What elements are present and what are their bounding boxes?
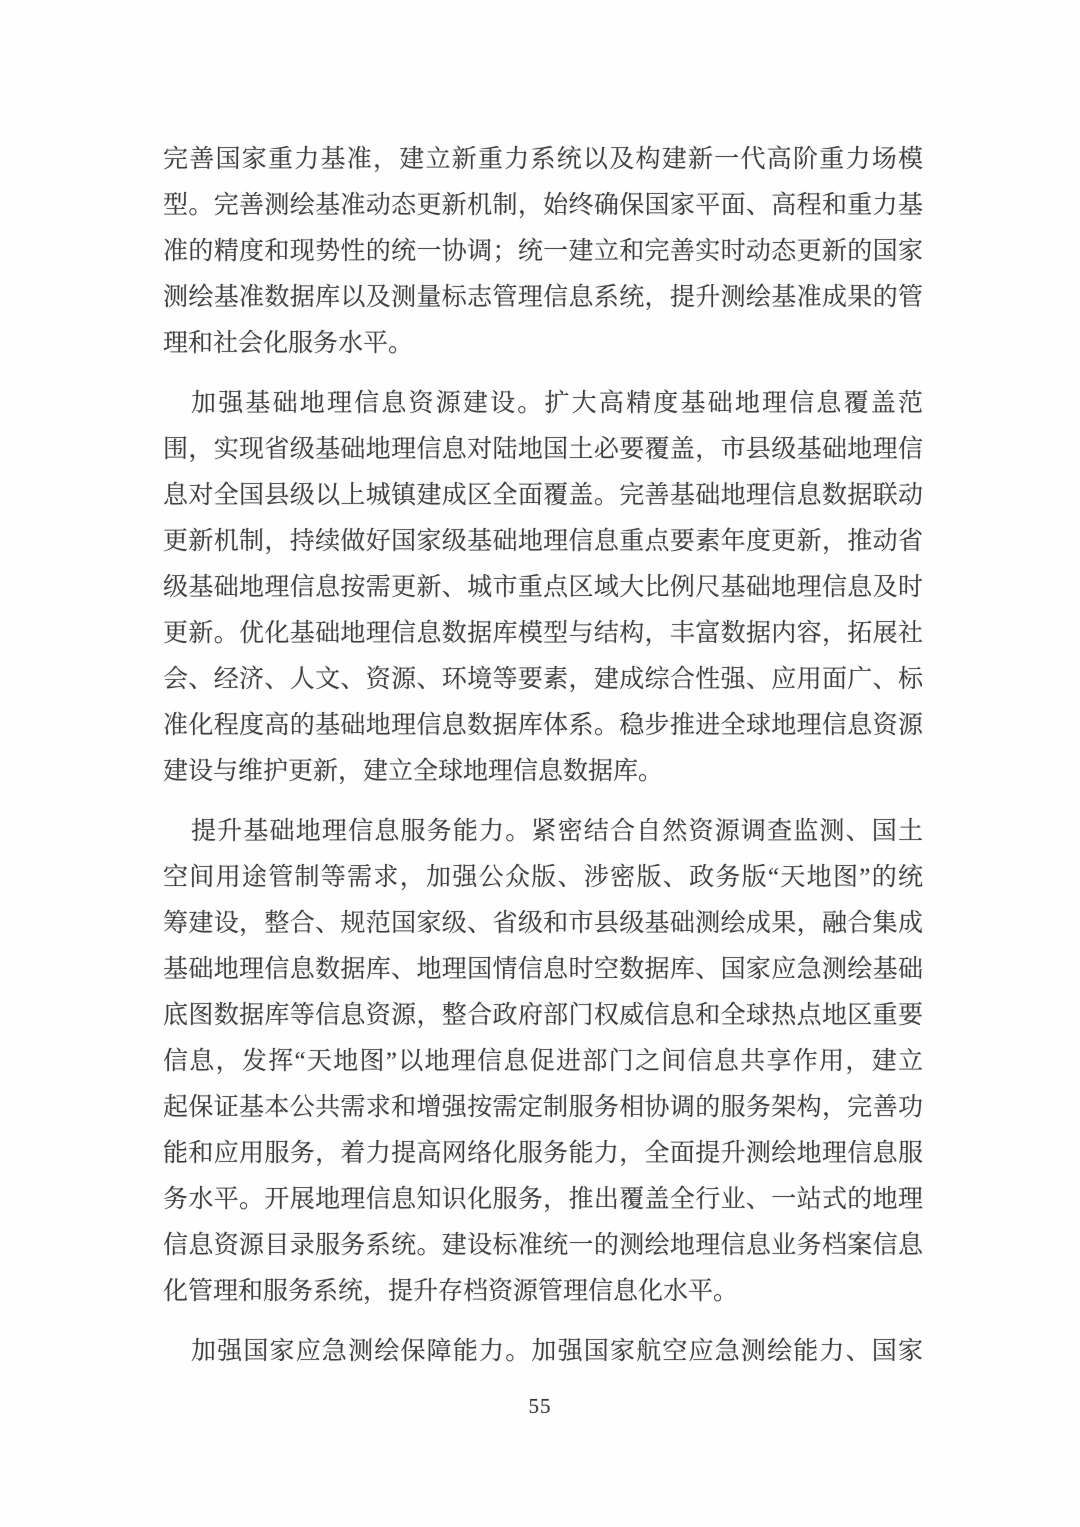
text-line: 息对全国县级以上城镇建成区全面覆盖。完善基础地理信息数据联动 [163,482,923,509]
text-line: 底图数据库等信息资源，整合政府部门权威信息和全球热点地区重要 [163,1002,923,1029]
text-line: 理和社会化服务水平。 [163,330,414,357]
text-line: 测绘基准数据库以及测量标志管理信息系统，提升测绘基准成果的管 [163,284,923,311]
text-line: 化管理和服务系统，提升存档资源管理信息化水平。 [163,1278,739,1305]
text-line: 信息，发挥“天地图”以地理信息促进部门之间信息共享作用，建立 [163,1048,923,1075]
text-line: 能和应用服务，着力提高网络化服务能力，全面提升测绘地理信息服 [163,1140,923,1167]
text-line: 准的精度和现势性的统一协调；统一建立和完善实时动态更新的国家 [163,238,923,265]
text-line: 基础地理信息数据库、地理国情信息时空数据库、国家应急测绘基础 [163,956,923,983]
text-line: 完善国家重力基准，建立新重力系统以及构建新一代高阶重力场模 [163,146,923,173]
text-line: 型。完善测绘基准动态更新机制，始终确保国家平面、高程和重力基 [163,192,923,219]
text-line: 起保证基本公共需求和增强按需定制服务相协调的服务架构，完善功 [163,1094,923,1121]
text-line: 务水平。开展地理信息知识化服务，推出覆盖全行业、一站式的地理 [163,1186,923,1213]
text-line: 级基础地理信息按需更新、城市重点区域大比例尺基础地理信息及时 [163,574,923,601]
page-number: 55 [528,1394,552,1418]
paragraph [163,809,923,1315]
text-line: 筹建设，整合、规范国家级、省级和市县级基础测绘成果，融合集成 [163,910,923,937]
text-line: 更新机制，持续做好国家级基础地理信息重点要素年度更新，推动省 [163,528,923,555]
paragraph [163,137,923,367]
text-line: 准化程度高的基础地理信息数据库体系。稳步推进全球地理信息资源 [163,712,923,739]
paragraph [163,381,923,795]
text-line: 提升基础地理信息服务能力。紧密结合自然资源调查监测、国土 [191,818,923,845]
paragraph [163,1329,923,1375]
text-line: 围，实现省级基础地理信息对陆地国土必要覆盖，市县级基础地理信 [163,436,923,463]
text-line: 加强国家应急测绘保障能力。加强国家航空应急测绘能力、国家 [191,1338,923,1365]
text-line: 空间用途管制等需求，加强公众版、涉密版、政务版“天地图”的统 [163,864,923,891]
text-line: 加强基础地理信息资源建设。扩大高精度基础地理信息覆盖范 [191,390,923,417]
text-line: 更新。优化基础地理信息数据库模型与结构，丰富数据内容，拓展社 [163,620,923,647]
text-line: 建设与维护更新，建立全球地理信息数据库。 [163,758,664,785]
text-line: 会、经济、人文、资源、环境等要素，建成综合性强、应用面广、标 [163,666,923,693]
text-line: 信息资源目录服务系统。建设标准统一的测绘地理信息业务档案信息 [163,1232,923,1259]
document-body [163,137,923,1389]
